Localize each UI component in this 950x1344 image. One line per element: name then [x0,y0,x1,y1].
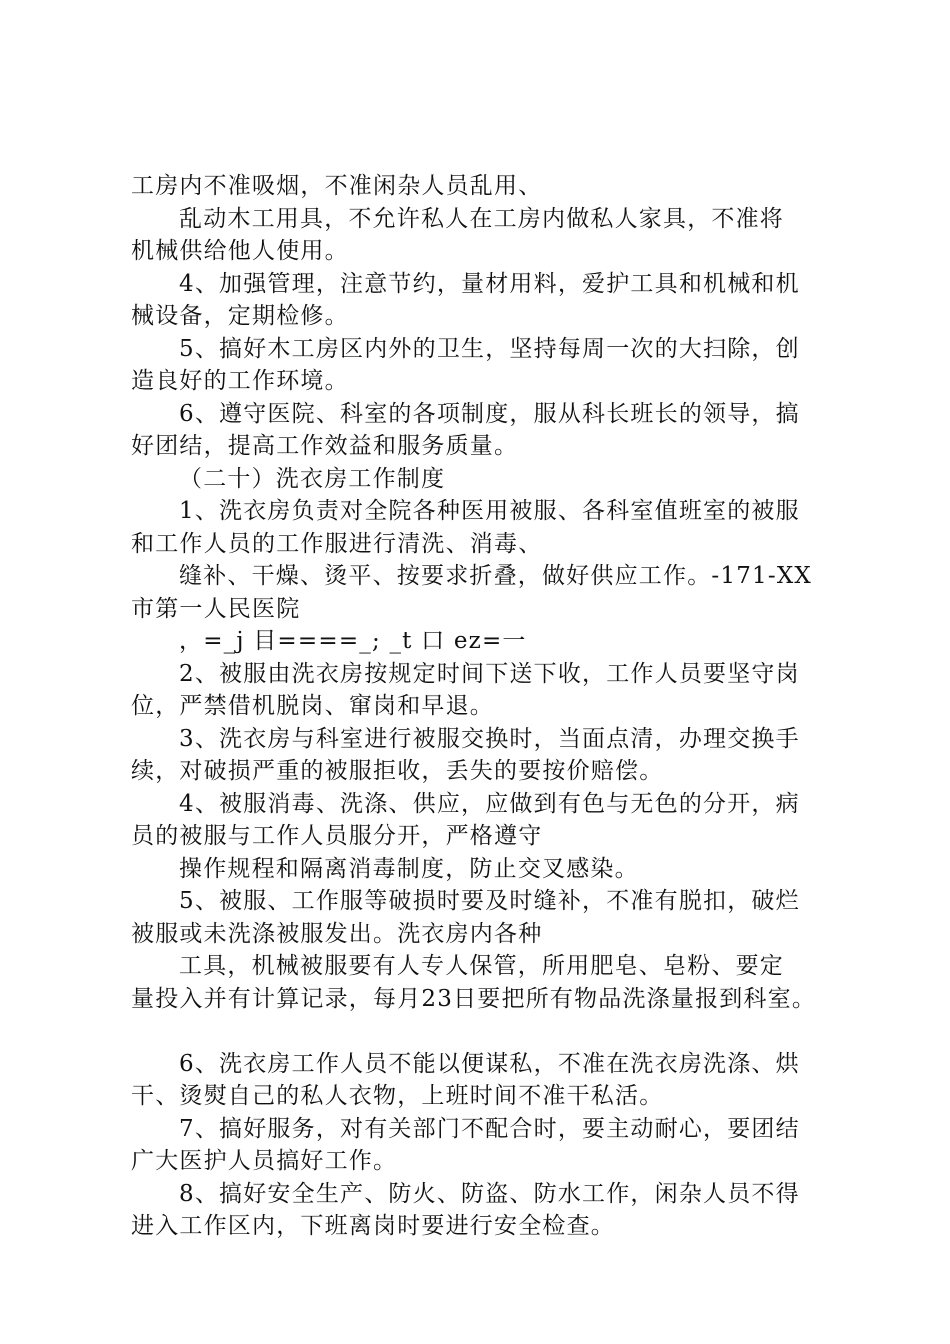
text-line: 造良好的工作环境。 [131,368,349,394]
text-line: 操作规程和隔离消毒制度，防止交叉感染。 [179,855,639,882]
text-line: 干、烫熨自己的私人衣物，上班时间不准干私活。 [131,1083,664,1109]
text-line: 2、被服由洗衣房按规定时间下送下收，工作人员要坚守岗 [179,660,800,687]
text-line: ，=_j 目====_; _t 口 ez=一 [179,628,527,654]
text-line: 进入工作区内，下班离岗时要进行安全检查。 [131,1213,615,1239]
text-line: 工房内不准吸烟，不准闲杂人员乱用、 [131,173,543,199]
text-line: 量投入并有计算记录，每月23日要把所有物品洗涤量报到科室。 [131,985,817,1012]
text-line: 广大医护人员搞好工作。 [131,1148,398,1174]
text-line: 7、搞好服务，对有关部门不配合时，要主动耐心，要团结 [179,1115,800,1142]
text-line: 位，严禁借机脱岗、窜岗和早退。 [131,693,494,719]
text-line: 3、洗衣房与科室进行被服交换时，当面点清，办理交换手 [179,725,800,752]
text-line: 4、被服消毒、洗涤、供应，应做到有色与无色的分开，病 [179,790,800,817]
blank-line [131,1015,851,1048]
text-line: 5、被服、工作服等破损时要及时缝补，不准有脱扣，破烂 [179,888,800,914]
text-line: 8、搞好安全生产、防火、防盗、防水工作，闲杂人员不得 [179,1180,800,1207]
text-line: 员的被服与工作人员服分开，严格遵守 [131,823,543,849]
text-line: 和工作人员的工作服进行清洗、消毒、 [131,530,543,557]
text-line: 6、遵守医院、科室的各项制度，服从科长班长的领导，搞 [179,400,800,427]
document-body [131,170,851,1243]
text-line: 被服或未洗涤被服发出。洗衣房内各种 [131,920,543,947]
text-line: 乱动木工用具，不允许私人在工房内做私人家具，不准将 [179,205,784,232]
text-line: 6、洗衣房工作人员不能以便谋私，不准在洗衣房洗涤、烘 [179,1050,800,1077]
text-line: 械设备，定期检修。 [131,303,349,329]
text-line: 工具，机械被服要有人专人保管，所用肥皂、皂粉、要定 [179,953,784,979]
text-line: 机械供给他人使用。 [131,238,349,264]
text-line: 4、加强管理，注意节约，量材用料，爱护工具和机械和机 [179,270,800,297]
text-line: 市第一人民医院 [131,595,301,622]
text-line: 缝补、干燥、烫平、按要求折叠，做好供应工作。-171-XX [179,563,812,589]
text-line: 5、搞好木工房区内外的卫生，坚持每周一次的大扫除，创 [179,335,800,362]
text-line: 1、洗衣房负责对全院各种医用被服、各科室值班室的被服 [179,498,800,524]
text-line: 续，对破损严重的被服拒收，丢失的要按价赔偿。 [131,758,664,784]
text-line: 好团结，提高工作效益和服务质量。 [131,433,519,459]
text-line: （二十）洗衣房工作制度 [179,465,446,492]
